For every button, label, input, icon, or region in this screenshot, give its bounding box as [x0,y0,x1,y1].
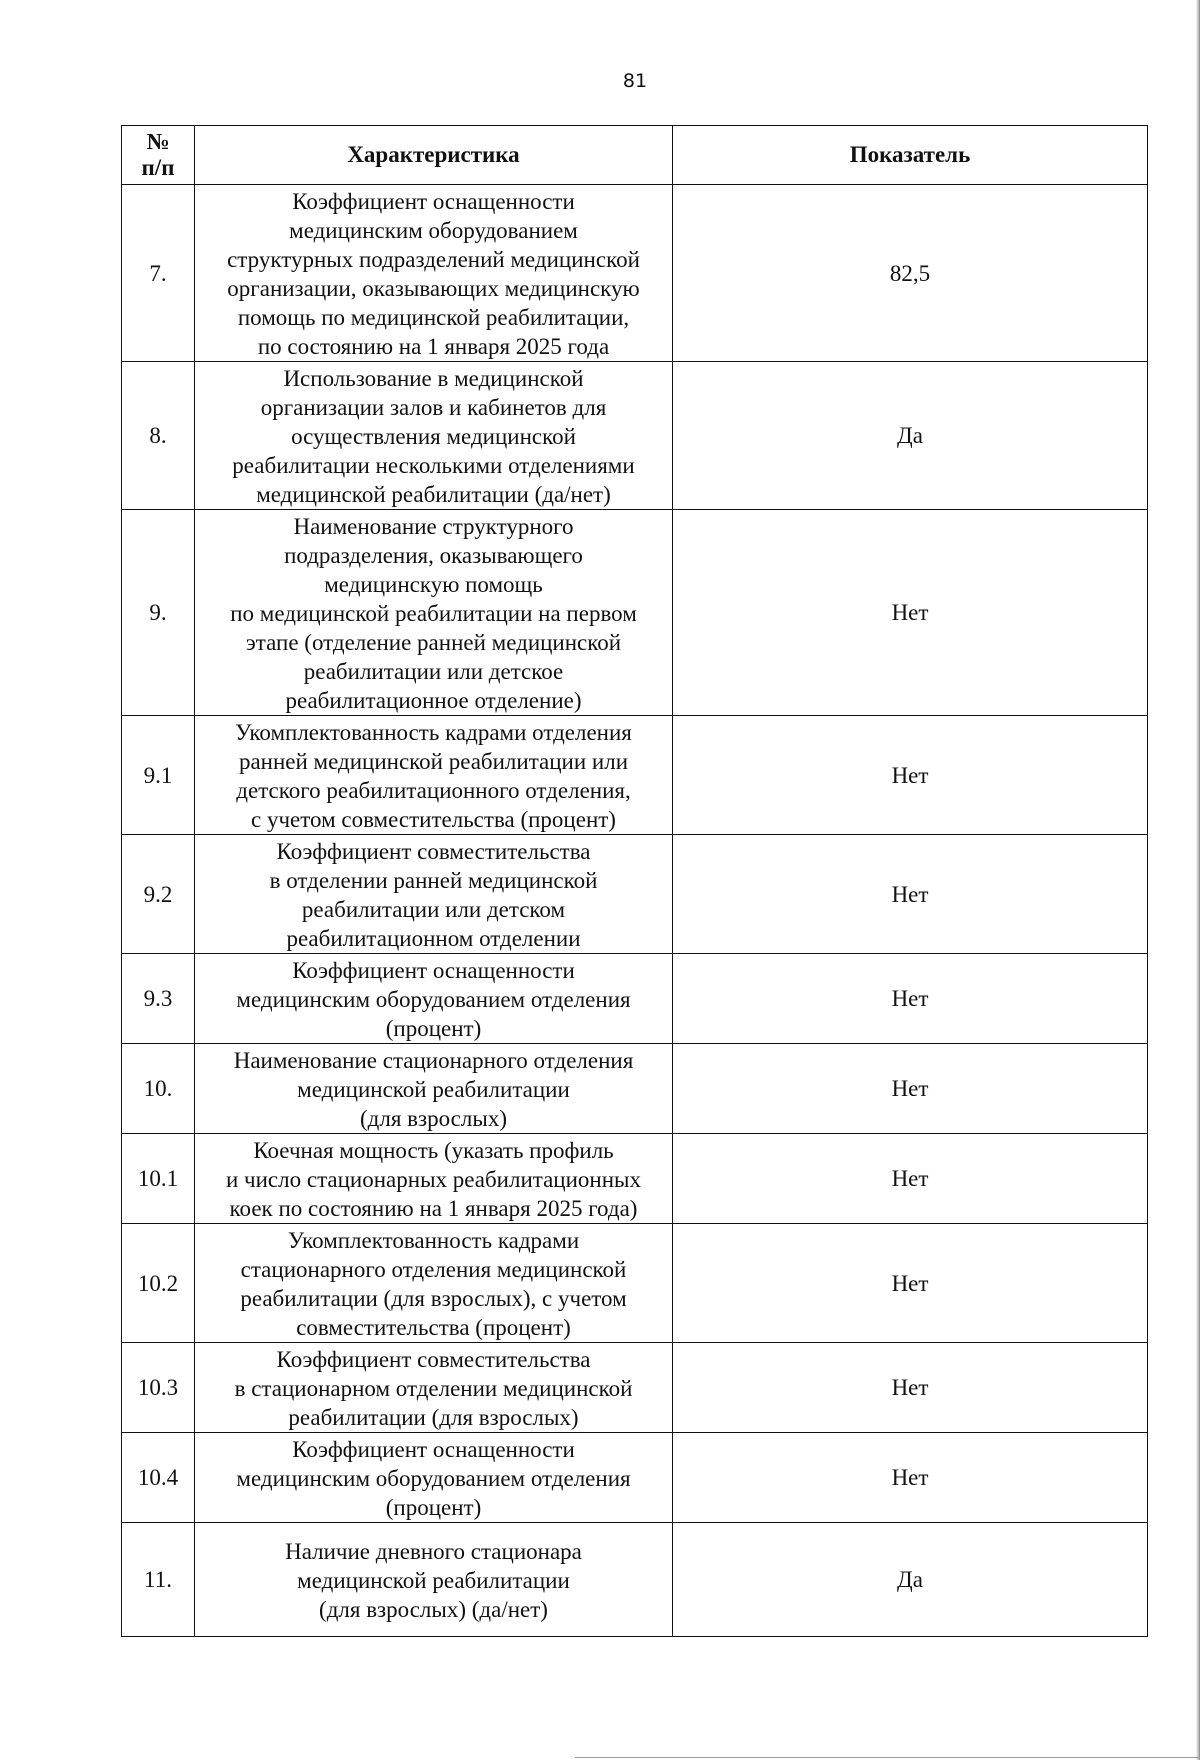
indicator-table [121,125,1148,1637]
table-row [122,835,1148,954]
row-characteristic: Коэффициент совместительства в стационарном отделении медицинской реабилитации (для взрослых) [195,1343,673,1433]
row-characteristic: Использование в медицинской организации залов и кабинетов для осуществления медицинской реабилитации несколькими отделениями медицинской реабилитации (да/нет) [195,362,673,510]
row-number: 10.1 [122,1134,195,1224]
row-value: Да [673,1523,1148,1637]
table-row [122,1523,1148,1637]
page-number: 81 [622,70,648,92]
row-value: Нет [673,716,1148,835]
header-characteristic: Характеристика [195,126,673,185]
row-value: Нет [673,954,1148,1044]
row-number: 9.3 [122,954,195,1044]
row-value: Нет [673,1433,1148,1523]
scan-bottom-line [575,1757,1200,1758]
row-characteristic: Коэффициент оснащенности медицинским оборудованием отделения (процент) [195,954,673,1044]
row-characteristic: Коечная мощность (указать профиль и число стационарных реабилитационных коек по состоянию на 1 января 2025 года) [195,1134,673,1224]
table-row [122,1433,1148,1523]
row-number: 8. [122,362,195,510]
table-header-row [122,126,1148,185]
table-row [122,362,1148,510]
row-number: 9.1 [122,716,195,835]
row-value: 82,5 [673,185,1148,362]
table-row [122,1044,1148,1134]
row-characteristic: Коэффициент совместительства в отделении ранней медицинской реабилитации или детском реабилитационном отделении [195,835,673,954]
indicator-table-container [121,125,1147,1637]
row-value: Да [673,362,1148,510]
row-characteristic: Наименование структурного подразделения, оказывающего медицинскую помощь по медицинской реабилитации на первом этапе (отделение ранней медицинской реабилитации или детское реабилитационное отделение) [195,510,673,716]
row-value: Нет [673,1343,1148,1433]
row-characteristic: Наличие дневного стационара медицинской реабилитации (для взрослых) (да/нет) [195,1523,673,1637]
row-number: 11. [122,1523,195,1637]
row-number: 10.4 [122,1433,195,1523]
row-characteristic: Коэффициент оснащенности медицинским оборудованием отделения (процент) [195,1433,673,1523]
row-number: 9.2 [122,835,195,954]
row-value: Нет [673,1134,1148,1224]
row-number: 10. [122,1044,195,1134]
table-row [122,1224,1148,1343]
table-row [122,185,1148,362]
row-number: 10.2 [122,1224,195,1343]
table-row [122,510,1148,716]
scan-edge-shadow [1196,0,1200,1760]
row-number: 10.3 [122,1343,195,1433]
row-characteristic: Коэффициент оснащенности медицинским оборудованием структурных подразделений медицинской организации, оказывающих медицинскую помощь по медицинской реабилитации, по состоянию на 1 января 2025 года [195,185,673,362]
row-value: Нет [673,510,1148,716]
table-row [122,716,1148,835]
table-row [122,1343,1148,1433]
table-row [122,1134,1148,1224]
row-value: Нет [673,1224,1148,1343]
row-value: Нет [673,1044,1148,1134]
row-number: 9. [122,510,195,716]
header-number: № п/п [122,126,195,185]
row-characteristic: Укомплектованность кадрами стационарного отделения медицинской реабилитации (для взрослых), с учетом совместительства (процент) [195,1224,673,1343]
table-row [122,954,1148,1044]
row-characteristic: Наименование стационарного отделения медицинской реабилитации (для взрослых) [195,1044,673,1134]
row-characteristic: Укомплектованность кадрами отделения ранней медицинской реабилитации или детского реабилитационного отделения, с учетом совместительства (процент) [195,716,673,835]
header-indicator: Показатель [673,126,1148,185]
row-number: 7. [122,185,195,362]
row-value: Нет [673,835,1148,954]
